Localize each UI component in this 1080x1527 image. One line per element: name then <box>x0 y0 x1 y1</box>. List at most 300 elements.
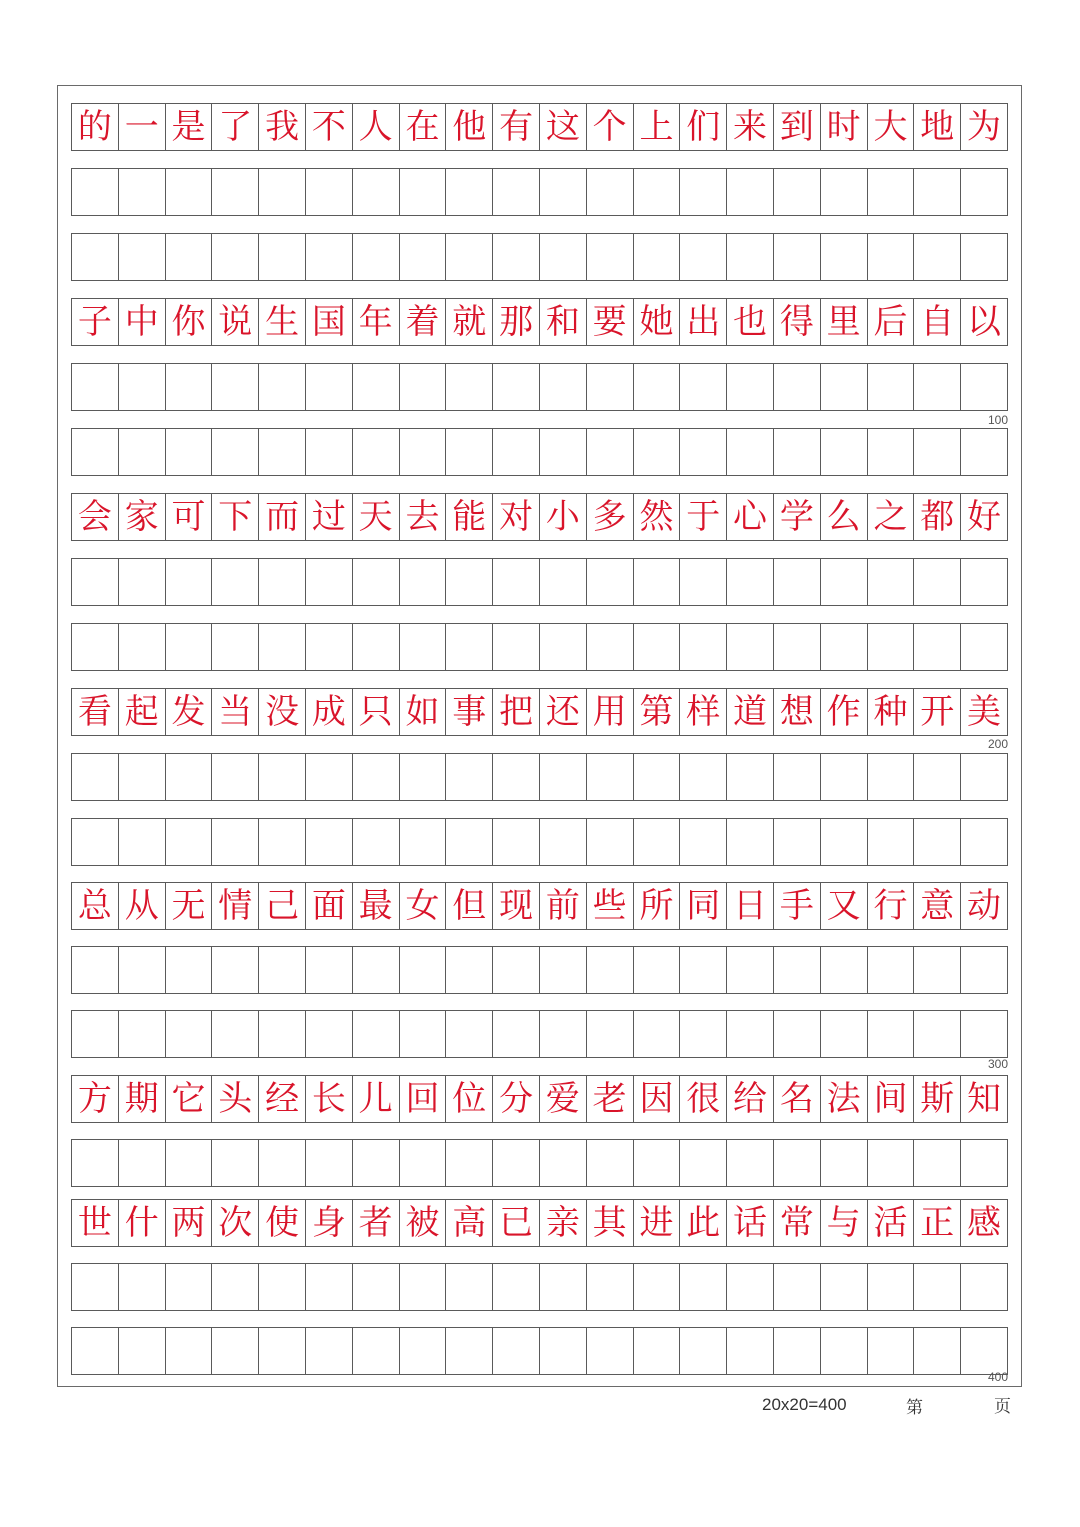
grid-cell: 后 <box>868 299 915 345</box>
grid-cell <box>400 754 447 800</box>
grid-cell: 会 <box>72 494 119 540</box>
grid-cell: 和 <box>540 299 587 345</box>
grid-cell <box>493 364 540 410</box>
grid-cell <box>493 1264 540 1310</box>
grid-cell: 前 <box>540 883 587 929</box>
grid-cell <box>259 364 306 410</box>
grid-cell <box>400 624 447 670</box>
grid-cell <box>72 364 119 410</box>
grid-cell <box>680 1328 727 1374</box>
grid-cell <box>119 1011 166 1057</box>
grid-cell <box>166 624 213 670</box>
grid-cell: 知 <box>967 1079 1002 1119</box>
grid-cell: 没 <box>259 689 306 735</box>
grid-cell: 以 <box>967 302 1002 342</box>
grid-cell <box>212 1011 259 1057</box>
grid-cell <box>774 947 821 993</box>
grid-cell: 行 <box>868 883 915 929</box>
grid-cell: 情 <box>212 883 259 929</box>
grid-cell <box>72 1264 119 1310</box>
grid-cell <box>400 1264 447 1310</box>
grid-cell <box>166 1328 213 1374</box>
grid-cell <box>868 1264 915 1310</box>
grid-cell <box>914 1011 961 1057</box>
grid-cell: 生 <box>259 299 306 345</box>
grid-cell <box>306 234 353 280</box>
grid-cell: 面 <box>306 883 353 929</box>
grid-cell: 法 <box>821 1076 868 1122</box>
grid-cell <box>400 947 447 993</box>
grid-cell: 开 <box>914 689 961 735</box>
grid-cell: 很 <box>680 1076 727 1122</box>
grid-cell: 起 <box>119 689 166 735</box>
grid-cell <box>821 1011 868 1057</box>
grid-cell <box>446 1328 493 1374</box>
page-number-suffix: 页 <box>994 1397 1011 1417</box>
grid-row <box>71 493 1008 541</box>
grid-cell: 什 <box>119 1200 166 1246</box>
grid-cell <box>166 819 213 865</box>
grid-cell <box>634 1011 681 1057</box>
grid-cell <box>212 364 259 410</box>
grid-cell <box>166 429 213 475</box>
grid-cell <box>727 169 774 215</box>
grid-cell <box>212 1264 259 1310</box>
grid-cell <box>680 754 727 800</box>
grid-cell: 者 <box>353 1200 400 1246</box>
grid-cell: 话 <box>727 1200 774 1246</box>
grid-row <box>71 1199 1008 1247</box>
grid-cell: 那 <box>493 299 540 345</box>
grid-cell <box>493 947 540 993</box>
grid-cell: 第 <box>634 689 681 735</box>
grid-cell: 其 <box>587 1200 634 1246</box>
grid-cell <box>353 1140 400 1186</box>
grid-cell: 给 <box>727 1076 774 1122</box>
grid-cell <box>821 559 868 605</box>
grid-cell: 说 <box>212 299 259 345</box>
grid-cell: 斯 <box>914 1076 961 1122</box>
grid-cell: 子 <box>72 299 119 345</box>
grid-cell <box>634 559 681 605</box>
grid-cell <box>868 754 915 800</box>
grid-cell <box>353 624 400 670</box>
grid-cell <box>821 819 868 865</box>
grid-cell <box>306 1264 353 1310</box>
grid-cell <box>914 169 961 215</box>
grid-cell <box>727 1140 774 1186</box>
grid-cell <box>493 559 540 605</box>
grid-cell <box>774 364 821 410</box>
grid-cell: 次 <box>212 1200 259 1246</box>
grid-cell: 中 <box>119 299 166 345</box>
grid-cell <box>119 364 166 410</box>
grid-cell <box>446 1011 493 1057</box>
grid-cell <box>540 819 587 865</box>
grid-cell <box>961 1140 1007 1186</box>
grid-cell: 但 <box>446 883 493 929</box>
grid-cell <box>727 624 774 670</box>
grid-cell <box>166 234 213 280</box>
grid-cell: 得 <box>774 299 821 345</box>
grid-cell <box>306 169 353 215</box>
grid-cell: 无 <box>166 883 213 929</box>
grid-cell <box>914 624 961 670</box>
grid-cell <box>914 1264 961 1310</box>
grid-cell <box>493 234 540 280</box>
grid-cell <box>400 429 447 475</box>
grid-cell <box>634 819 681 865</box>
grid-cell <box>259 819 306 865</box>
grid-cell <box>306 947 353 993</box>
grid-cell <box>774 234 821 280</box>
grid-cell <box>868 819 915 865</box>
grid-cell <box>72 754 119 800</box>
grid-cell <box>72 1140 119 1186</box>
grid-cell <box>634 1264 681 1310</box>
grid-cell: 想 <box>774 689 821 735</box>
grid-cell <box>634 624 681 670</box>
grid-cell: 美 <box>967 692 1002 732</box>
grid-cell: 好 <box>967 497 1002 537</box>
grid-cell <box>119 1328 166 1374</box>
grid-cell: 经 <box>259 1076 306 1122</box>
grid-cell <box>774 1140 821 1186</box>
grid-cell <box>493 754 540 800</box>
grid-cell <box>446 1264 493 1310</box>
grid-cell: 里 <box>821 299 868 345</box>
grid-cell <box>821 234 868 280</box>
grid-cell <box>353 1328 400 1374</box>
grid-cell <box>353 234 400 280</box>
grid-cell: 当 <box>212 689 259 735</box>
grid-cell <box>446 169 493 215</box>
grid-cell <box>446 559 493 605</box>
grid-cell <box>72 234 119 280</box>
grid-cell <box>400 169 447 215</box>
grid-cell <box>587 429 634 475</box>
grid-cell: 个 <box>587 104 634 150</box>
grid-cell: 道 <box>727 689 774 735</box>
grid-cell <box>400 1140 447 1186</box>
grid-cell: 而 <box>259 494 306 540</box>
grid-cell: 长 <box>306 1076 353 1122</box>
grid-cell <box>821 754 868 800</box>
grid-cell <box>821 1140 868 1186</box>
grid-cell: 期 <box>119 1076 166 1122</box>
grid-cell <box>540 1328 587 1374</box>
grid-cell <box>680 234 727 280</box>
grid-cell: 它 <box>166 1076 213 1122</box>
grid-cell <box>540 624 587 670</box>
grid-cell <box>72 169 119 215</box>
grid-cell <box>727 429 774 475</box>
grid-cell: 大 <box>868 104 915 150</box>
grid-cell <box>774 1264 821 1310</box>
grid-cell <box>868 1328 915 1374</box>
grid-cell: 因 <box>634 1076 681 1122</box>
grid-cell <box>961 1328 1007 1374</box>
grid-cell <box>540 1264 587 1310</box>
grid-cell <box>680 559 727 605</box>
grid-cell <box>259 1011 306 1057</box>
grid-cell: 着 <box>400 299 447 345</box>
grid-cell <box>727 234 774 280</box>
grid-cell <box>212 234 259 280</box>
count-marker-300: 300 <box>987 1057 1008 1071</box>
grid-cell <box>961 234 1007 280</box>
grid-cell: 也 <box>727 299 774 345</box>
grid-cell <box>727 1011 774 1057</box>
grid-cell: 儿 <box>353 1076 400 1122</box>
grid-cell: 名 <box>774 1076 821 1122</box>
count-marker-400: 400 <box>987 1370 1008 1384</box>
grid-cell: 要 <box>587 299 634 345</box>
grid-cell <box>587 947 634 993</box>
grid-cell: 进 <box>634 1200 681 1246</box>
grid-cell: 为 <box>967 107 1002 147</box>
grid-cell: 女 <box>400 883 447 929</box>
grid-cell <box>72 1328 119 1374</box>
grid-row <box>71 1010 1008 1058</box>
grid-cell <box>446 1140 493 1186</box>
grid-cell: 发 <box>166 689 213 735</box>
grid-row <box>71 818 1008 866</box>
grid-cell <box>446 624 493 670</box>
grid-cell: 他 <box>446 104 493 150</box>
grid-cell <box>727 364 774 410</box>
grid-cell: 天 <box>353 494 400 540</box>
grid-cell <box>587 1140 634 1186</box>
grid-cell: 你 <box>166 299 213 345</box>
count-marker-100: 100 <box>987 413 1008 427</box>
grid-cell <box>119 169 166 215</box>
grid-cell <box>353 819 400 865</box>
grid-cell <box>400 559 447 605</box>
grid-row <box>71 168 1008 216</box>
grid-cell: 感 <box>967 1203 1002 1243</box>
grid-cell <box>540 947 587 993</box>
grid-cell: 被 <box>400 1200 447 1246</box>
grid-cell <box>353 947 400 993</box>
grid-cell: 活 <box>868 1200 915 1246</box>
grid-cell: 之 <box>868 494 915 540</box>
grid-cell: 只 <box>353 689 400 735</box>
grid-row <box>71 882 1008 930</box>
grid-cell <box>119 947 166 993</box>
grid-cell: 学 <box>774 494 821 540</box>
grid-cell <box>119 1264 166 1310</box>
grid-cell: 身 <box>306 1200 353 1246</box>
grid-cell <box>493 169 540 215</box>
grid-cell <box>353 429 400 475</box>
grid-cell <box>306 1328 353 1374</box>
grid-cell <box>212 819 259 865</box>
grid-cell <box>587 169 634 215</box>
grid-cell <box>914 754 961 800</box>
grid-cell <box>259 234 306 280</box>
grid-cell <box>166 1011 213 1057</box>
grid-row <box>71 753 1008 801</box>
grid-row <box>71 298 1008 346</box>
grid-cell <box>353 169 400 215</box>
grid-cell <box>774 624 821 670</box>
grid-cell: 么 <box>821 494 868 540</box>
grid-cell: 地 <box>914 104 961 150</box>
grid-cell <box>727 819 774 865</box>
grid-cell <box>400 1328 447 1374</box>
grid-cell: 时 <box>821 104 868 150</box>
page-number-prefix: 第 <box>906 1398 923 1418</box>
grid-cell: 最 <box>353 883 400 929</box>
grid-cell <box>587 819 634 865</box>
grid-cell <box>493 1328 540 1374</box>
grid-cell <box>446 429 493 475</box>
grid-cell: 方 <box>72 1076 119 1122</box>
grid-row <box>71 428 1008 476</box>
grid-cell <box>306 819 353 865</box>
grid-cell <box>259 947 306 993</box>
grid-cell <box>587 624 634 670</box>
grid-cell <box>821 1328 868 1374</box>
grid-cell: 下 <box>212 494 259 540</box>
grid-cell <box>634 364 681 410</box>
grid-cell <box>961 429 1007 475</box>
grid-cell: 然 <box>634 494 681 540</box>
grid-cell <box>680 364 727 410</box>
grid-cell: 去 <box>400 494 447 540</box>
grid-cell: 就 <box>446 299 493 345</box>
grid-cell <box>540 559 587 605</box>
grid-cell <box>540 364 587 410</box>
grid-cell <box>259 624 306 670</box>
grid-cell: 从 <box>119 883 166 929</box>
grid-cell: 日 <box>727 883 774 929</box>
grid-cell: 都 <box>914 494 961 540</box>
grid-row <box>71 1075 1008 1123</box>
grid-cell <box>493 1011 540 1057</box>
grid-cell <box>493 819 540 865</box>
grid-cell <box>587 1264 634 1310</box>
grid-cell: 人 <box>353 104 400 150</box>
grid-cell <box>821 947 868 993</box>
grid-cell: 用 <box>587 689 634 735</box>
grid-cell <box>353 559 400 605</box>
grid-cell: 种 <box>868 689 915 735</box>
grid-cell: 总 <box>72 883 119 929</box>
grid-cell: 是 <box>166 104 213 150</box>
grid-cell <box>119 819 166 865</box>
grid-cell <box>400 364 447 410</box>
grid-cell <box>821 624 868 670</box>
grid-cell <box>306 1011 353 1057</box>
grid-cell <box>540 754 587 800</box>
grid-cell: 于 <box>680 494 727 540</box>
grid-cell: 意 <box>914 883 961 929</box>
grid-cell <box>353 1264 400 1310</box>
grid-cell <box>868 169 915 215</box>
grid-cell: 在 <box>400 104 447 150</box>
grid-cell <box>72 947 119 993</box>
grid-cell: 看 <box>72 689 119 735</box>
grid-cell <box>306 754 353 800</box>
grid-cell <box>212 754 259 800</box>
grid-cell <box>961 1264 1007 1310</box>
grid-row <box>71 946 1008 994</box>
grid-row <box>71 103 1008 151</box>
grid-cell <box>868 947 915 993</box>
grid-cell: 间 <box>868 1076 915 1122</box>
grid-cell <box>634 234 681 280</box>
grid-cell <box>821 364 868 410</box>
grid-cell <box>446 947 493 993</box>
grid-cell <box>774 169 821 215</box>
grid-cell: 们 <box>680 104 727 150</box>
grid-cell <box>914 947 961 993</box>
grid-cell <box>587 1328 634 1374</box>
grid-cell <box>587 234 634 280</box>
grid-cell <box>727 754 774 800</box>
grid-cell <box>446 234 493 280</box>
grid-cell <box>72 819 119 865</box>
grid-cell <box>212 1328 259 1374</box>
grid-cell <box>634 754 681 800</box>
grid-cell <box>353 1011 400 1057</box>
grid-cell <box>119 1140 166 1186</box>
grid-cell <box>587 559 634 605</box>
grid-cell: 作 <box>821 689 868 735</box>
grid-cell <box>587 754 634 800</box>
grid-cell <box>166 754 213 800</box>
grid-cell: 高 <box>446 1200 493 1246</box>
grid-cell: 上 <box>634 104 681 150</box>
grid-cell <box>868 559 915 605</box>
grid-cell: 常 <box>774 1200 821 1246</box>
grid-cell: 亲 <box>540 1200 587 1246</box>
grid-cell <box>634 429 681 475</box>
grid-cell <box>540 169 587 215</box>
grid-cell <box>868 364 915 410</box>
grid-cell: 还 <box>540 689 587 735</box>
grid-row <box>71 1327 1008 1375</box>
grid-cell <box>400 819 447 865</box>
grid-cell: 家 <box>119 494 166 540</box>
grid-cell: 已 <box>493 1200 540 1246</box>
grid-cell <box>119 429 166 475</box>
grid-cell: 爱 <box>540 1076 587 1122</box>
grid-cell <box>166 947 213 993</box>
grid-cell <box>961 559 1007 605</box>
grid-cell <box>119 624 166 670</box>
grid-cell: 对 <box>493 494 540 540</box>
grid-cell <box>680 1264 727 1310</box>
grid-cell: 能 <box>446 494 493 540</box>
grid-cell <box>961 624 1007 670</box>
grid-cell <box>540 1140 587 1186</box>
grid-cell <box>400 234 447 280</box>
grid-row <box>71 1263 1008 1311</box>
grid-cell <box>961 947 1007 993</box>
grid-cell: 这 <box>540 104 587 150</box>
grid-cell: 正 <box>914 1200 961 1246</box>
grid-cell <box>540 1011 587 1057</box>
grid-cell <box>166 364 213 410</box>
grid-row <box>71 623 1008 671</box>
grid-cell <box>119 234 166 280</box>
grid-cell <box>306 1140 353 1186</box>
grid-cell <box>727 1264 774 1310</box>
grid-cell: 小 <box>540 494 587 540</box>
